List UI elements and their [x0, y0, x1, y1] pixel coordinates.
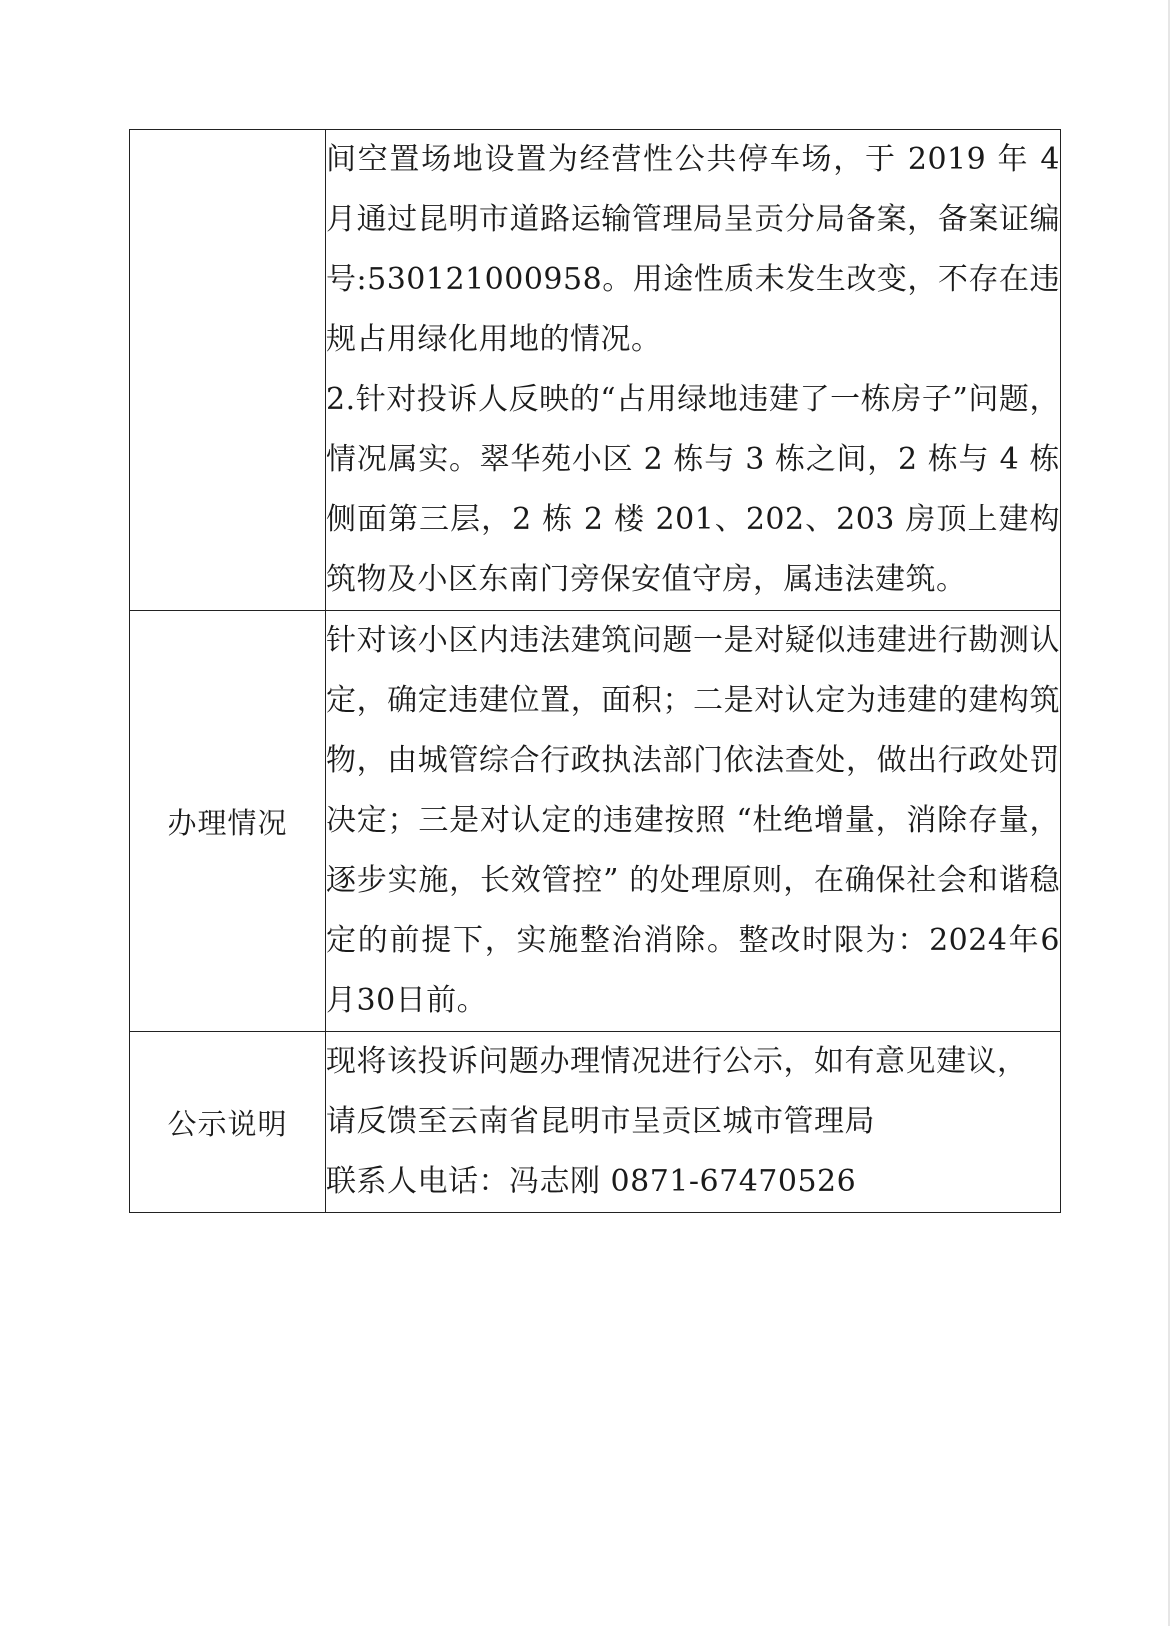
content-line: 请反馈至云南省昆明市呈贡区城市管理局: [326, 1104, 875, 1139]
content-paragraph: 针对该小区内违法建筑问题一是对疑似违建进行勘测认定，确定违建位置，面积；二是对认定为违建的建构筑物，由城管综合行政执法部门依法查处，做出行政处罚决定；三是对认定的违建按照 “杜绝增量，消除存量，逐步实施，长效管控” 的处理原则，在确保社会和谐稳定的前提下，实施整治消除。整改时限为：2024年6月30日前。: [326, 623, 1060, 1018]
row-content: [326, 611, 1061, 1032]
row-content: [326, 1032, 1061, 1213]
row-label-publicity-note: 公示说明: [130, 1032, 326, 1213]
contact-phone-line: 联系人电话：冯志刚 0871-67470526: [326, 1164, 857, 1199]
row-content: [326, 130, 1061, 611]
row-label-handling-status: 办理情况: [130, 611, 326, 1032]
table-row: [130, 1032, 1061, 1213]
notice-table: [129, 129, 1061, 1213]
content-paragraph: 2.针对投诉人反映的“占用绿地违建了一栋房子”问题，情况属实。翠华苑小区 2 栋与 3 栋之间，2 栋与 4 栋侧面第三层，2 栋 2 楼 201、202、203 房顶上建构筑物及小区东南门旁保安值守房，属违法建筑。: [326, 382, 1060, 597]
content-paragraph: 间空置场地设置为经营性公共停车场，于 2019 年 4 月通过昆明市道路运输管理局呈贡分局备案，备案证编号:530121000958。用途性质未发生改变，不存在违规占用绿化用地的情况。: [326, 142, 1060, 357]
table-row: [130, 611, 1061, 1032]
table-row: [130, 130, 1061, 611]
row-label-empty: [130, 130, 326, 611]
content-line: 现将该投诉问题办理情况进行公示，如有意见建议，: [326, 1044, 1028, 1079]
